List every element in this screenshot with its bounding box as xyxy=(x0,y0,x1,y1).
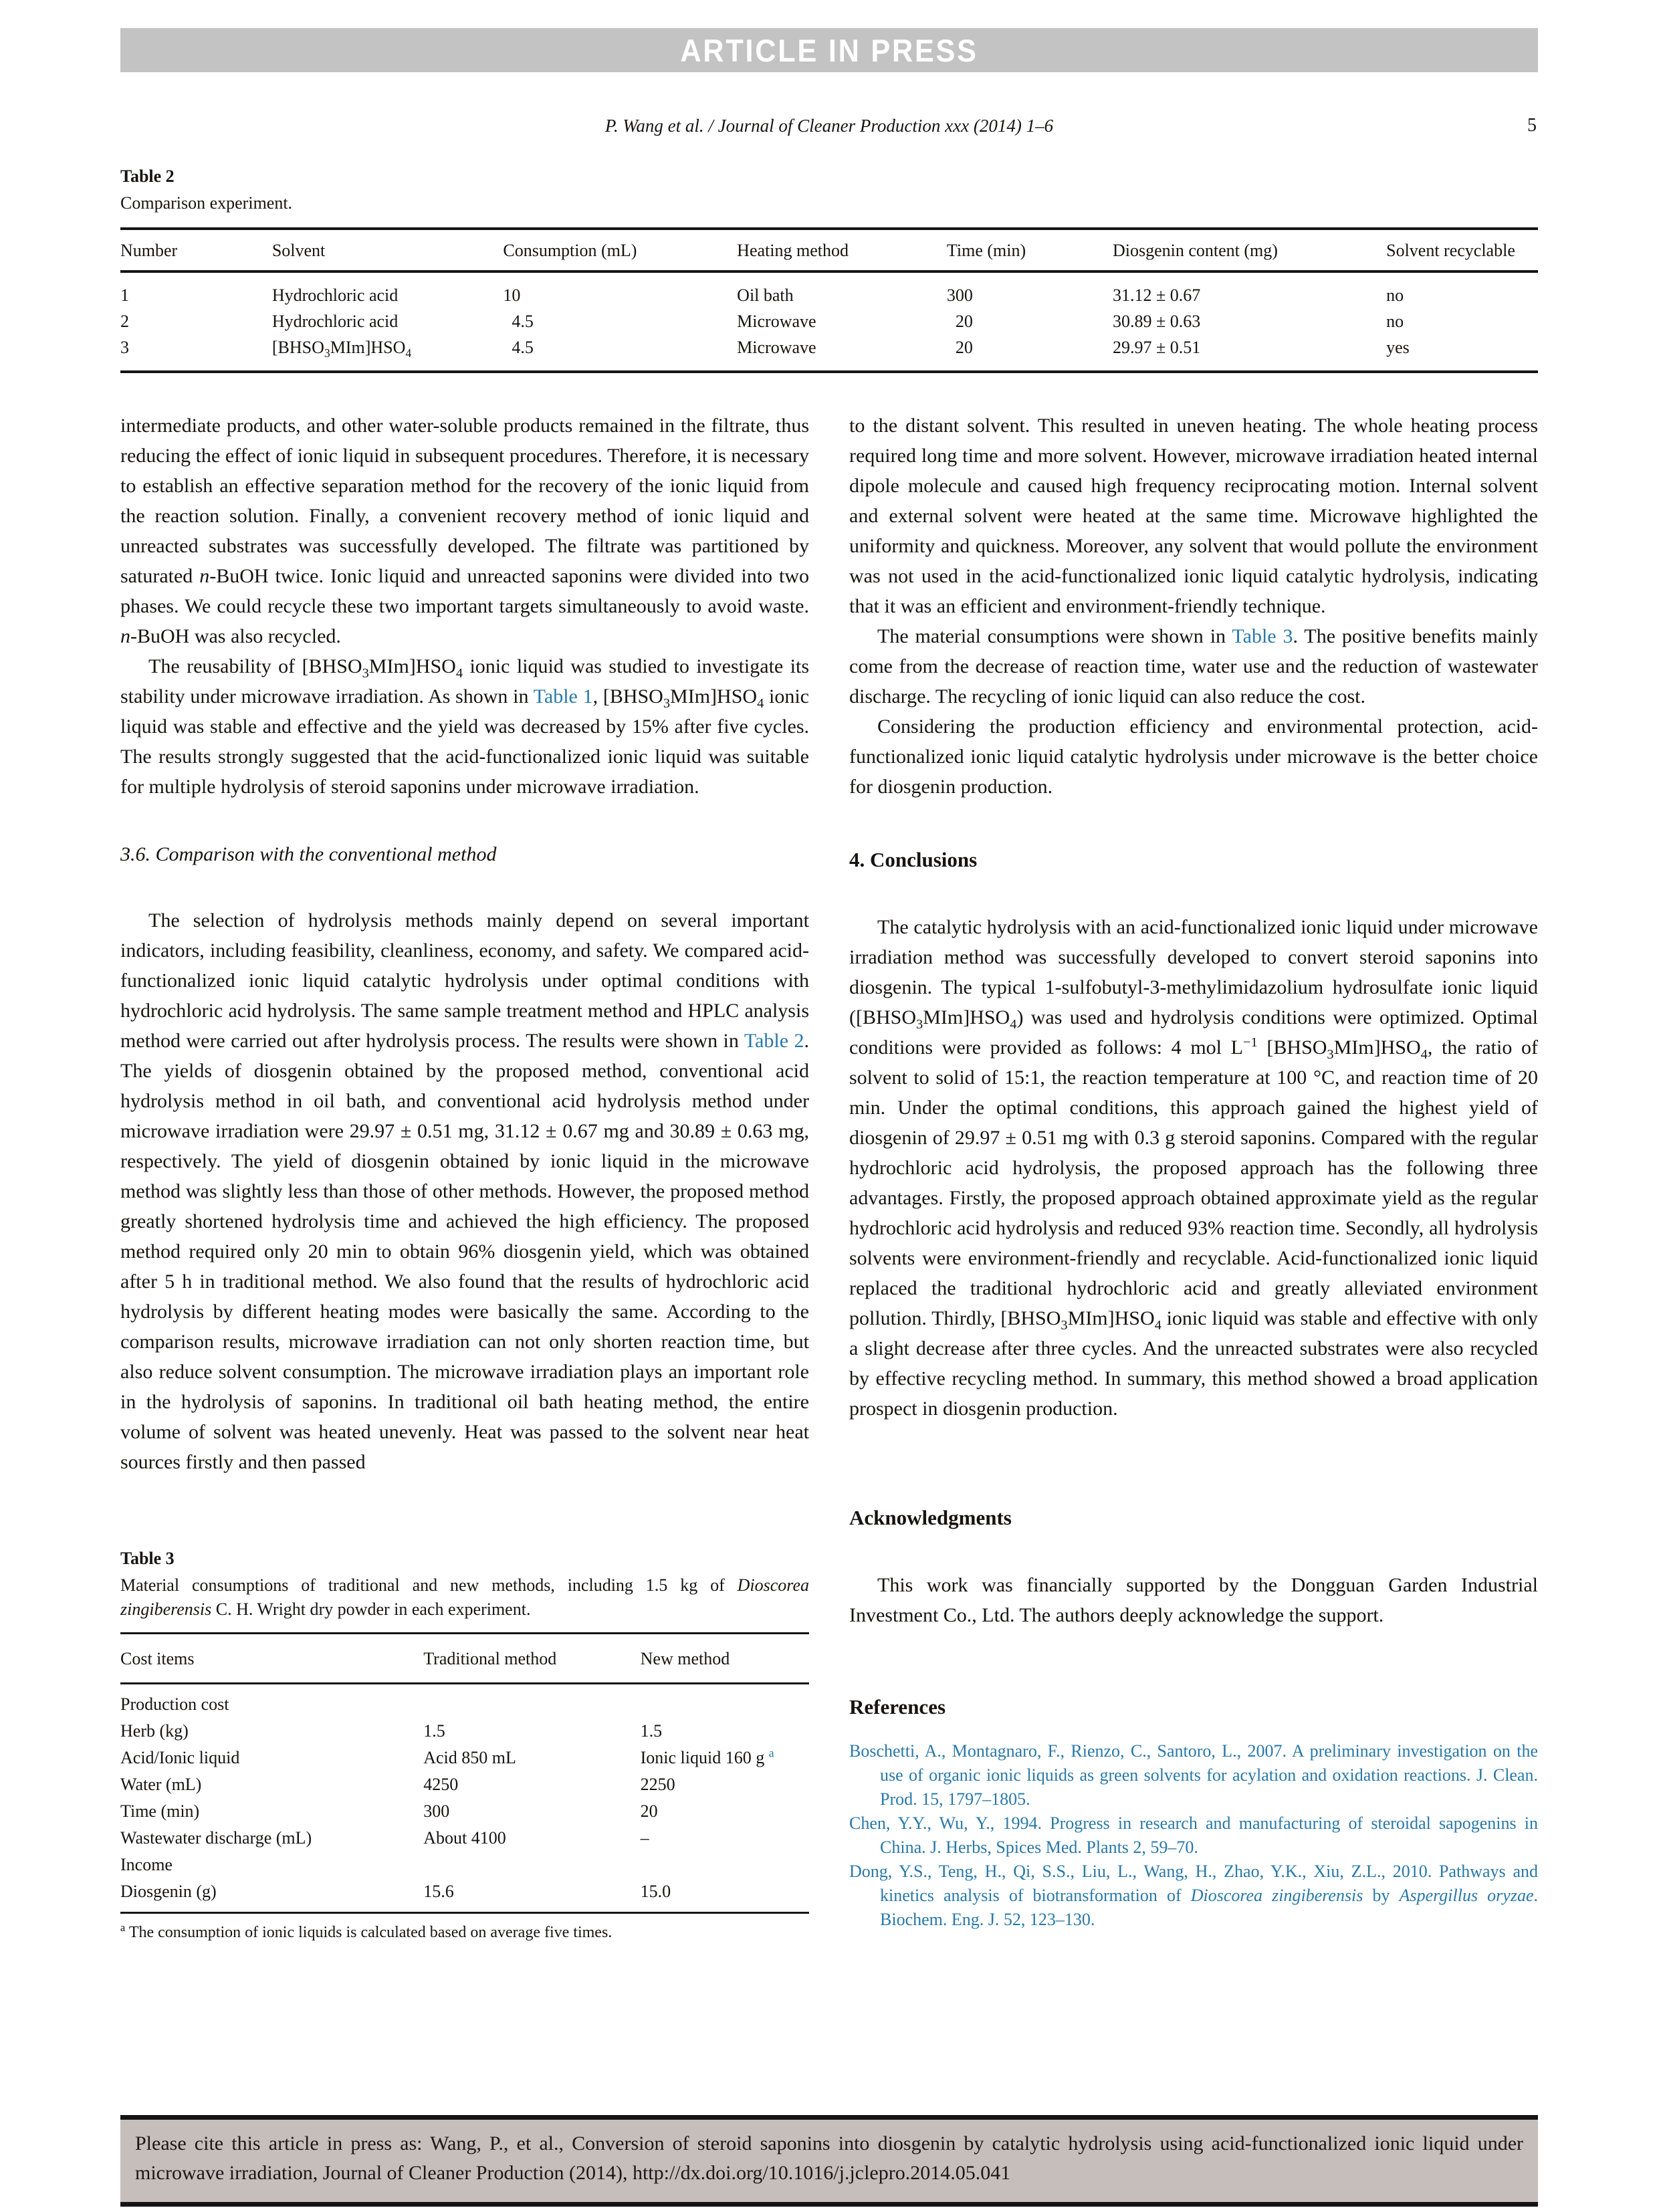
comparison-experiment-table xyxy=(120,227,1538,373)
paragraph-considering: Considering the production efficiency and environmental protection, acid-functionalized ionic liquid catalytic hydrolysis under microwave is the better choice for diosgenin production. xyxy=(849,715,1538,798)
table3-caption: Material consumptions of traditional and new methods, including 1.5 kg of Dioscorea zingiberensis C. H. Wright dry powder in each experiment. xyxy=(120,1575,809,1619)
table-cell: 300 xyxy=(946,286,973,305)
table-cell: 1.5 xyxy=(423,1721,445,1741)
table3-label: Table 3 xyxy=(120,1549,175,1568)
cross-ref-link[interactable]: Table 2 xyxy=(744,1030,804,1052)
table-row xyxy=(120,1684,809,1719)
table-row xyxy=(120,335,1538,372)
column-header-cost-items: Cost items xyxy=(120,1634,423,1684)
column-header-time: Time (min) xyxy=(947,229,1113,271)
table-cell: Water (mL) xyxy=(120,1775,202,1794)
table-cell: Hydrochloric acid xyxy=(271,312,399,331)
page-content xyxy=(120,0,1538,1943)
table-cell: 4250 xyxy=(423,1775,459,1794)
table-row xyxy=(120,1825,809,1852)
section-heading-conclusions: 4. Conclusions xyxy=(849,848,978,871)
page-number: 5 xyxy=(1527,115,1537,136)
paragraph-material-consumptions: The material consumptions were shown in Table 3. The positive benefits mainly come from the decrease of reaction time, water use and the reduction of wastewater discharge. The recycling of ionic liquid can also reduce the cost. xyxy=(849,625,1538,707)
column-header-consumption: Consumption (mL) xyxy=(503,229,737,271)
section-heading-3-6: 3.6. Comparison with the conventional method xyxy=(120,843,497,865)
table-cell: 15.0 xyxy=(641,1878,809,1913)
column-header-new-method: New method xyxy=(641,1634,809,1684)
table-cell: Diosgenin (g) xyxy=(120,1878,423,1913)
citation-notice-box xyxy=(120,2115,1538,2207)
table-cell: 31.12 ± 0.67 xyxy=(1112,286,1201,305)
table-row xyxy=(120,1745,809,1771)
column-header-diosgenin-content: Diosgenin content (mg) xyxy=(1113,229,1386,271)
paragraph-recovery: intermediate products, and other water-soluble products remained in the filtrate, thus reducing the effect of ionic liquid in subsequent procedures. Therefore, it is necessary to establish an effective separation method for the recovery of the ionic liquid from the reaction solution. Finally, a convenient recovery method of ionic liquid and unreacted substrates was successfully developed. The filtrate was partitioned by saturated n-BuOH twice. Ionic liquid and unreacted saponins were divided into two phases. We could recycle these two important targets simultaneously to avoid waste. n-BuOH was also recycled. xyxy=(120,415,809,647)
reference-list xyxy=(849,1739,1538,1932)
table-cell: – xyxy=(640,1828,649,1848)
column-header-heating-method: Heating method xyxy=(737,229,947,271)
table2-block xyxy=(120,166,1538,373)
column-header-traditional-method: Traditional method xyxy=(423,1634,640,1684)
material-consumptions-table xyxy=(120,1632,809,1914)
banner-label: ARTICLE IN PRESS xyxy=(680,32,978,68)
table-cell: Wastewater discharge (mL) xyxy=(120,1828,312,1848)
table2-header-row xyxy=(120,229,1538,271)
article-in-press-banner xyxy=(120,28,1538,72)
table-cell: 3 xyxy=(120,338,129,357)
table-cell: Income xyxy=(120,1855,173,1874)
table-row xyxy=(120,1798,809,1825)
table-cell xyxy=(641,1852,809,1878)
column-header-number: Number xyxy=(120,229,272,271)
paragraph-acknowledgments: This work was financially supported by the Dongguan Garden Industrial Investment Co., Ltd. The authors deeply acknowledge the support. xyxy=(849,1574,1538,1626)
table-cell: 29.97 ± 0.51 xyxy=(1112,338,1201,357)
table-cell: Time (min) xyxy=(120,1801,200,1821)
table-cell: $[BHSO_3MIm]HSO_4$ xyxy=(271,338,412,360)
table-cell: 2250 xyxy=(640,1775,675,1794)
reference-entry[interactable]: Dong, Y.S., Teng, H., Qi, S.S., Liu, L., Wang, H., Zhao, Y.K., Xiu, Z.L., 2010. Pathways and kinetics analysis of biotransformation of Dioscorea zingiberensis by Aspergillus oryzae. Biochem. Eng. J. 52, 123–130. xyxy=(849,1862,1538,1929)
table-cell: Acid 850 mL xyxy=(423,1748,516,1767)
table-cell: Hydrochloric acid xyxy=(271,286,399,305)
table3-header-row xyxy=(120,1634,809,1684)
table-cell: Ionic liquid 160 g $^a$ xyxy=(640,1746,774,1767)
table2-caption: Comparison experiment. xyxy=(120,193,293,213)
section-heading-acknowledgments: Acknowledgments xyxy=(849,1506,1012,1529)
running-head-citation: P. Wang et al. / Journal of Cleaner Production xxx (2014) 1–6 xyxy=(604,116,1054,136)
table-cell: 300 xyxy=(423,1801,450,1821)
table2-label: Table 2 xyxy=(120,167,175,186)
running-head xyxy=(120,115,1538,136)
table-cell: 20 xyxy=(955,338,973,357)
paragraph-conclusions: The catalytic hydrolysis with an acid-functionalized ionic liquid under microwave irradiation method was successfully developed to convert steroid saponins into diosgenin. The typical 1-sulfobutyl-3-methylimidazolium hydrosulfate ionic liquid $([BHSO_3MIm]HSO_4)$ was used and hydrolysis conditions were optimized. Optimal conditions were provided as follows: 4 mol $L^{-1}$ $[BHSO_3MIm]HSO_4$, the ratio of solvent to solid of 15:1, the reaction temperature at 100 °C, and reaction time of 20 min. Under the optimal conditions, this approach gained the highest yield of diosgenin of 29.97 ± 0.51 mg with 0.3 g steroid saponins. Compared with the regular hydrochloric acid hydrolysis, the proposed approach has the following three advantages. Firstly, the proposed approach obtained approximate yield as the regular hydrochloric acid hydrolysis and reduced 93% reaction time. Secondly, all hydrolysis solvents were environment-friendly and recyclable. Acid-functionalized ionic liquid replaced the traditional hydrochloric acid and greatly alleviated environment pollution. Thirdly, $[BHSO_3MIm]HSO_4$ ionic liquid was stable and effective with only a slight decrease after three cycles. And the unreacted substrates were also recycled by effective recycling method. In summary, this method showed a broad application prospect in diosgenin production. xyxy=(849,916,1539,1420)
table-cell: yes xyxy=(1386,338,1410,357)
paragraph-comparison: The selection of hydrolysis methods mainly depend on several important indicators, including feasibility, cleanliness, economy, and safety. We compared acid-functionalized ionic liquid catalytic hydrolysis under optimal conditions with hydrochloric acid hydrolysis. The same sample treatment method and HPLC analysis method were carried out after hydrolysis process. The results were shown in Table 2. The yields of diosgenin obtained by the proposed method, conventional acid hydrolysis method in oil bath, and conventional acid hydrolysis method under microwave irradiation were 29.97 ± 0.51 mg, 31.12 ± 0.67 mg and 30.89 ± 0.63 mg, respectively. The yield of diosgenin obtained by ionic liquid in the microwave method was slightly less than those of other methods. However, the proposed method greatly shortened hydrolysis time and achieved the high efficiency. The proposed method required only 20 min to obtain 96% diosgenin yield, which was obtained after 5 h in traditional method. We also found that the results of hydrochloric acid hydrolysis by different heating modes were basically the same. According to the comparison results, microwave irradiation can not only shorten reaction time, but also reduce solvent consumption. The microwave irradiation plays an important role in the hydrolysis of saponins. In traditional oil bath heating method, the entire volume of solvent was heated unevenly. Heat was passed to the solvent near heat sources firstly and then passed xyxy=(120,909,809,1473)
table-row xyxy=(120,1878,809,1913)
reference-entry[interactable]: Boschetti, A., Montagnaro, F., Rienzo, C., Santoro, L., 2007. A preliminary investigation on the use of organic ionic liquids as green solvents for acylation and oxidation reactions. J. Clean. Prod. 15, 1797–1805. xyxy=(849,1741,1538,1809)
section-heading-references: References xyxy=(849,1695,946,1719)
table-cell: Microwave xyxy=(737,338,816,357)
table-cell: 10 xyxy=(503,286,521,305)
paragraph-heating: to the distant solvent. This resulted in uneven heating. The whole heating process required long time and more solvent. However, microwave irradiation heated internal dipole molecule and caused high frequency reciprocating motion. Internal solvent and external solvent were heated at the same time. Microwave highlighted the uniformity and quickness. Moreover, any solvent that would pollute the environment was not used in the acid-functionalized ionic liquid catalytic hydrolysis, indicating that it was an efficient and environment-friendly technique. xyxy=(849,415,1538,617)
column-header-solvent-recyclable: Solvent recyclable xyxy=(1386,229,1538,271)
left-column xyxy=(120,411,809,1943)
table-cell: Herb (kg) xyxy=(120,1721,189,1741)
cross-ref-link[interactable]: a xyxy=(768,1746,774,1760)
citation-notice: Please cite this article in press as: Wang, P., et al., Conversion of steroid saponins into diosgenin by catalytic hydrolysis using acid-functionalized ionic liquid under microwave irradiation, Journal of Cleaner Production (2014), http://dx.doi.org/10.1016/j.jclepro.2014.05.041 xyxy=(135,2132,1523,2184)
table-cell: 4.5 xyxy=(512,312,534,331)
table-cell: 1 xyxy=(120,286,129,305)
table-cell: 1.5 xyxy=(640,1721,663,1741)
table-cell: Oil bath xyxy=(737,286,794,305)
table-row xyxy=(120,309,1538,335)
table-cell: 30.89 ± 0.63 xyxy=(1112,312,1201,331)
cross-ref-link[interactable]: Table 1 xyxy=(533,685,593,707)
table-row xyxy=(120,1771,809,1798)
table-cell: Production cost xyxy=(120,1694,229,1714)
table-row xyxy=(120,1718,809,1745)
table-cell: 2 xyxy=(120,312,129,331)
table-cell xyxy=(423,1684,640,1719)
table-cell: no xyxy=(1386,286,1404,305)
paragraph-reusability: The reusability of $[BHSO_3MIm]HSO_4$ ionic liquid was studied to investigate its stability under microwave irradiation. As shown in Table 1, $[BHSO_3MIm]HSO_4$ ionic liquid was stable and effective and the yield was decreased by 15% after five cycles. The results strongly suggested that the acid-functionalized ionic liquid was suitable for multiple hydrolysis of steroid saponins under microwave irradiation. xyxy=(120,655,810,798)
table-cell xyxy=(423,1852,640,1878)
table-cell: 15.6 xyxy=(423,1878,640,1913)
cross-ref-link[interactable]: Table 3 xyxy=(1232,625,1293,647)
table-cell: 20 xyxy=(955,312,973,331)
right-column xyxy=(849,411,1538,1943)
table-row xyxy=(120,1852,809,1878)
table-cell: About 4100 xyxy=(423,1828,506,1848)
table-cell: Acid/Ionic liquid xyxy=(120,1748,240,1767)
column-header-solvent: Solvent xyxy=(272,229,504,271)
table3-footnote: $^a$ The consumption of ionic liquids is calculated based on average five times. xyxy=(120,1921,613,1941)
reference-entry[interactable]: Chen, Y.Y., Wu, Y., 1994. Progress in research and manufacturing of steroidal sapogenins in China. J. Herbs, Spices Med. Plants 2, 59–70. xyxy=(849,1813,1538,1857)
table-cell: Microwave xyxy=(737,312,816,331)
table-cell: 4.5 xyxy=(512,338,534,357)
table-cell: no xyxy=(1386,312,1404,331)
table-cell xyxy=(641,1684,809,1719)
body-columns xyxy=(120,411,1538,1943)
table3-block xyxy=(120,1548,809,1943)
table-cell: 20 xyxy=(640,1801,658,1821)
table-row xyxy=(120,271,1538,309)
